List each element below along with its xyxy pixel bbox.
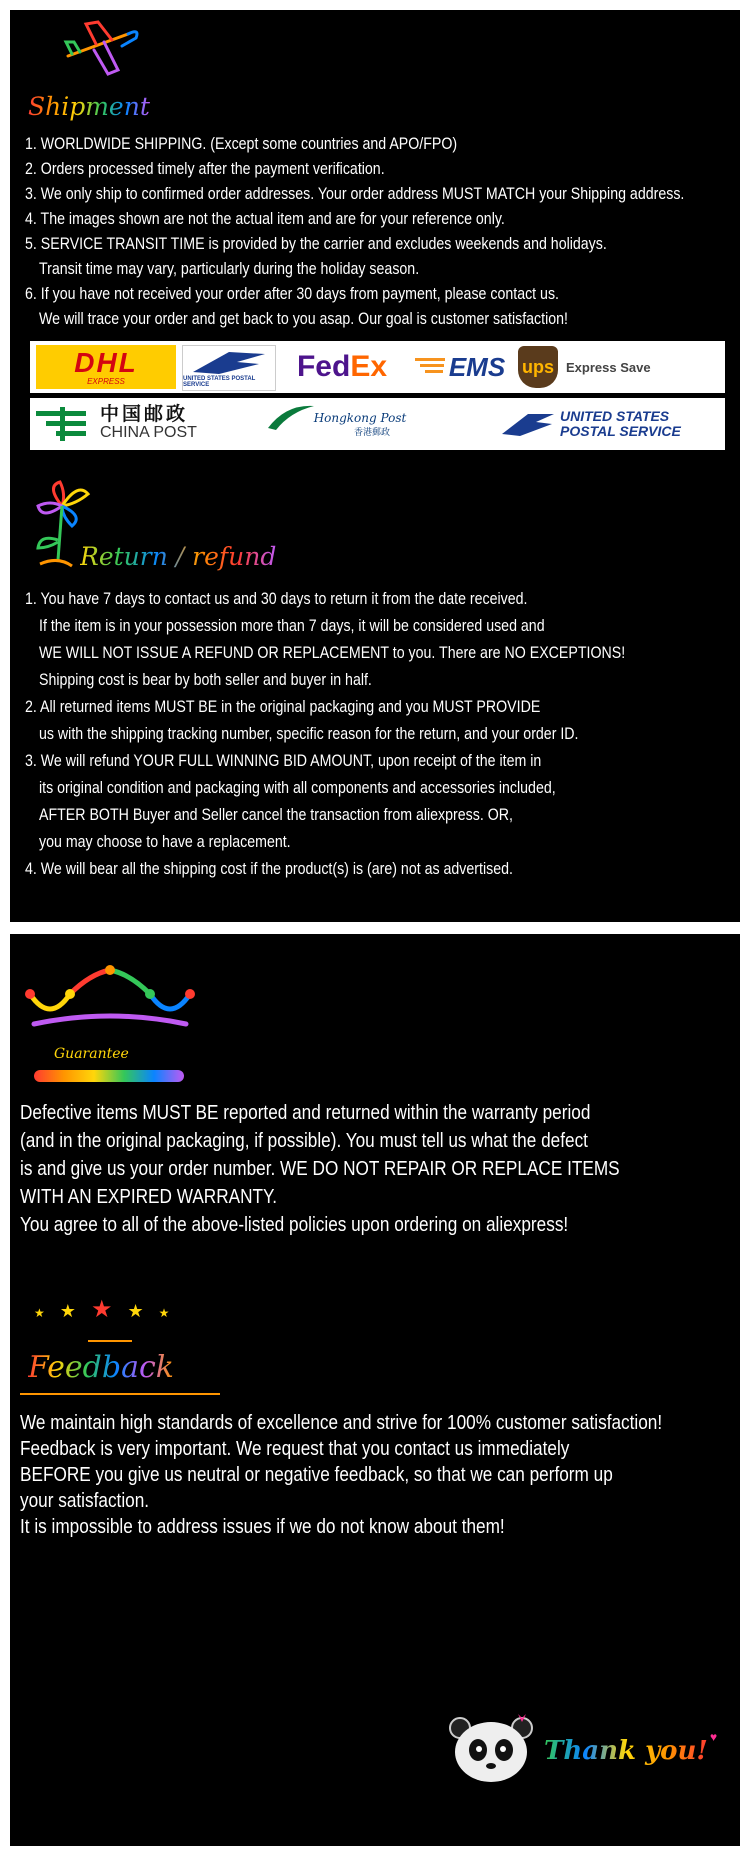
shipment-line: 2. Orders processed timely after the payment verification. (25, 160, 385, 178)
feedback-line: Feedback is very important. We request that you contact us immediately (20, 1438, 570, 1460)
thank-you-text: Thank you! (544, 1736, 708, 1766)
refund-line: its original condition and packaging with all components and accessories included, (39, 779, 556, 797)
feedback-line: your satisfaction. (20, 1490, 150, 1512)
ems-wing-icon (415, 356, 449, 378)
shipment-refund-panel (10, 10, 740, 922)
stars-decoration (34, 1296, 170, 1323)
star-icon: ★ (59, 1301, 76, 1321)
stars-underline (88, 1340, 132, 1342)
eagle-icon (189, 348, 269, 376)
carrier-logos-row-2 (30, 398, 725, 450)
refund-line: 1. You have 7 days to contact us and 30 days to return it from the date received. (25, 590, 528, 608)
ems-logo: EMS (410, 345, 510, 389)
crown-icon (20, 964, 200, 1030)
refund-line: WE WILL NOT ISSUE A REFUND OR REPLACEMENT to you. There are NO EXCEPTIONS! (39, 644, 626, 662)
refund-line: If the item is in your possession more than 7 days, it will be considered used and (39, 617, 545, 635)
star-icon: ★ (34, 1306, 45, 1320)
china-post-logo: 中国邮政 CHINA POST (36, 402, 246, 446)
star-icon: ★ (127, 1301, 144, 1321)
china-post-icon (36, 407, 92, 441)
usps-logo: UNITED STATES POSTAL SERVICE (500, 402, 715, 446)
guarantee-line: Defective items MUST BE reported and returned within the warranty period (20, 1102, 591, 1124)
refund-line: 3. We will refund YOUR FULL WINNING BID AMOUNT, upon receipt of the item in (25, 752, 542, 770)
guarantee-ribbon (34, 1070, 184, 1082)
panda-icon (446, 1712, 536, 1786)
hk-post-wing-icon (266, 402, 316, 432)
shipment-line: 4. The images shown are not the actual item and are for your reference only. (25, 210, 505, 228)
fedex-logo: Fed Ex (296, 350, 388, 383)
shipment-line: 5. SERVICE TRANSIT TIME is provided by the carrier and excludes weekends and holidays. (25, 235, 607, 253)
refund-line: AFTER BOTH Buyer and Seller cancel the transaction from aliexpress. OR, (39, 806, 513, 824)
heart-icon: ♥ (710, 1730, 718, 1744)
refund-line: 2. All returned items MUST BE in the original packaging and you MUST PROVIDE (25, 698, 541, 716)
refund-line: Shipping cost is bear by both seller and buyer in half. (39, 671, 372, 689)
ups-logo: ups Express Save (518, 345, 718, 389)
star-icon: ★ (90, 1296, 113, 1323)
guarantee-heading: Guarantee (54, 1046, 129, 1062)
carrier-logos-row-1 (30, 341, 725, 393)
shipment-heading: Shipment (28, 92, 150, 121)
shipment-line: 1. WORLDWIDE SHIPPING. (Except some countries and APO/FPO) (25, 135, 458, 153)
refund-heading: Return / refund (80, 542, 277, 571)
shipment-line: 3. We only ship to confirmed order addresses. Your order address MUST MATCH your Shipping address. (25, 185, 685, 203)
shipment-line: Transit time may vary, particularly during the holiday season. (39, 260, 420, 278)
usps-eagle-logo: UNITED STATES POSTAL SERVICE (182, 345, 276, 391)
guarantee-line: (and in the original packaging, if possible). You must tell us what the defect (20, 1130, 588, 1152)
guarantee-line: You agree to all of the above-listed policies upon ordering on aliexpress! (20, 1214, 569, 1236)
shipment-line: We will trace your order and get back to you asap. Our goal is customer satisfaction! (39, 310, 568, 328)
ups-shield-icon: ups (518, 346, 558, 388)
feedback-line: BEFORE you give us neutral or negative feedback, so that we can perform up (20, 1464, 613, 1486)
star-icon: ★ (158, 1306, 170, 1320)
guarantee-feedback-panel (10, 934, 740, 1846)
usps-eagle-icon (500, 410, 556, 438)
airplane-icon (58, 16, 148, 86)
shipment-line: 6. If you have not received your order after 30 days from payment, please contact us. (25, 285, 559, 303)
feedback-underline (20, 1393, 220, 1395)
feedback-line: We maintain high standards of excellence and strive for 100% customer satisfaction! (20, 1412, 663, 1434)
hongkong-post-logo: Hongkong Post 香港郵政 (262, 402, 422, 446)
guarantee-line: WITH AN EXPIRED WARRANTY. (20, 1186, 278, 1208)
feedback-line: It is impossible to address issues if we do not know about them! (20, 1516, 505, 1538)
refund-line: us with the shipping tracking number, specific reason for the return, and your order ID. (39, 725, 579, 743)
refund-line: 4. We will bear all the shipping cost if the product(s) is (are) not as advertised. (25, 860, 513, 878)
feedback-heading: Feedback (28, 1350, 174, 1385)
guarantee-line: is and give us your order number. WE DO NOT REPAIR OR REPLACE ITEMS (20, 1158, 620, 1180)
dhl-logo: DHL EXPRESS (36, 345, 176, 389)
refund-line: you may choose to have a replacement. (39, 833, 291, 851)
